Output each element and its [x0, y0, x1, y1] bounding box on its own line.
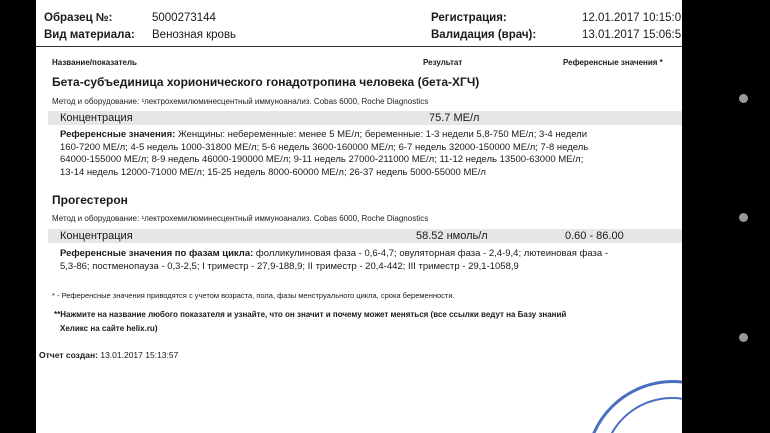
test-title-progesterone[interactable]: Прогестерон	[52, 193, 128, 207]
test-method: Метод и оборудование: ¹лектрохемилюминесцентный иммуноанализ. Cobas 6000, Roche Diagnostics	[52, 214, 429, 223]
reference-line: фолликулиновая фаза - 0,6-4,7; овуляторная фаза - 2,4-9,4; лютеиновая фаза -	[255, 248, 608, 259]
header-divider	[36, 46, 682, 47]
material-type-label: Вид материала:	[44, 29, 135, 41]
reference-label: Референсные значения по фазам цикла:	[60, 248, 254, 259]
nav-dot-icon[interactable]	[739, 94, 748, 103]
result-value: 58.52 нмоль/л	[416, 230, 488, 242]
lab-report-document	[36, 0, 682, 433]
report-created-value: 13.01.2017 15:13:57	[100, 350, 179, 360]
result-param: Концентрация	[60, 230, 133, 242]
nav-dot-icon[interactable]	[739, 213, 748, 222]
reference-label: Референсные значения:	[60, 129, 176, 140]
registration-label: Регистрация:	[431, 12, 507, 24]
test-title-bhcg[interactable]: Бета-субъединица хорионического гонадотропина человека (бета-ХГЧ)	[52, 75, 480, 89]
registration-value: 12.01.2017 10:15:0	[582, 12, 682, 24]
result-value: 75.7 МЕ/л	[429, 112, 480, 124]
material-type-value: Венозная кровь	[152, 29, 237, 41]
result-row	[48, 111, 682, 125]
column-name-header: Название/показатель	[52, 58, 137, 67]
validation-value: 13.01.2017 15:06:5	[582, 29, 682, 41]
reference-line: Женщины: небеременные: менее 5 МЕ/л; беременные: 1-3 недели 5,8-750 МЕ/л; 3-4 недели	[177, 129, 588, 140]
stamp-icon	[585, 380, 682, 433]
validation-label: Валидация (врач):	[431, 29, 537, 41]
sample-number-value: 5000273144	[152, 12, 216, 24]
footnote-reference: * - Референсные значения приводятся с учетом возраста, пола, фазы менструального цикла, срока беременности.	[52, 291, 455, 300]
reference-text	[60, 248, 670, 273]
footnote-links-line: **Нажмите на название любого показателя и узнайте, что он значит и почему может меняться (все ссылки ведут на Базу знаний	[54, 310, 567, 319]
column-reference-header: Референсные значения *	[563, 58, 663, 67]
test-method: Метод и оборудование: ¹лектрохемилюминесцентный иммуноанализ. Cobas 6000, Roche Diagnostics	[52, 97, 429, 106]
footnote-links-line: Хеликс на сайте helix.ru)	[60, 324, 158, 333]
reference-range: 0.60 - 86.00	[565, 230, 624, 242]
sample-number-label: Образец №:	[44, 12, 113, 24]
reference-line: 13-14 недель 12000-71000 МЕ/л; 15-25 недель 8000-60000 МЕ/л; 26-37 недель 5000-55000 МЕ/л	[60, 166, 486, 178]
footnote-links	[54, 308, 566, 336]
reference-line: 64000-155000 МЕ/л; 8-9 недель 46000-190000 МЕ/л; 9-11 недель 27000-211000 МЕ/л; 11-12 недель 13500-63000 МЕ/л;	[60, 154, 584, 166]
column-result-header: Результат	[423, 58, 463, 67]
nav-dot-icon[interactable]	[739, 333, 748, 342]
report-created	[39, 350, 178, 360]
reference-line: 5,3-86; постменопауза - 0,3-2,5; I триместр - 27,9-188,9; II триместр - 20,4-442; III триместр - 29,1-1058,9	[60, 260, 519, 272]
reference-line: 160-7200 МЕ/л; 4-5 недель 1000-31800 МЕ/л; 5-6 недель 3600-160000 МЕ/л; 6-7 недель 32000-150000 МЕ/л; 7-8 недель	[60, 141, 589, 153]
result-param: Концентрация	[60, 112, 133, 124]
report-created-label: Отчет создан:	[39, 350, 98, 360]
reference-text	[60, 129, 670, 179]
